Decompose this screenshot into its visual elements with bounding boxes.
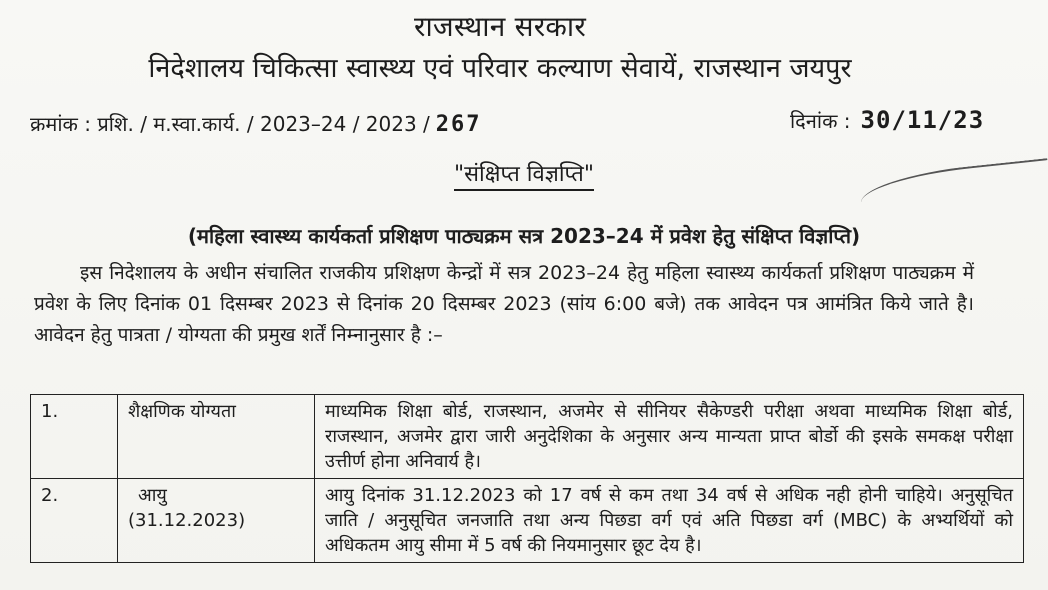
row-label-text: शैक्षणिक योग्यता bbox=[128, 401, 236, 422]
reference-number-handwritten: 267 bbox=[435, 112, 482, 137]
row-label bbox=[118, 479, 315, 563]
notice-subtitle: (महिला स्वास्थ्य कार्यकर्ता प्रशिक्षण पाठ्यक्रम सत्र 2023–24 में प्रवेश हेतु संक्षिप्त विज्ञप्ति) bbox=[187, 224, 861, 248]
row-number: 2. bbox=[31, 479, 118, 563]
eligibility-table bbox=[30, 394, 1024, 563]
intro-paragraph: इस निदेशालय के अधीन संचालित राजकीय प्रशिक्षण केन्द्रों में सत्र 2023–24 हेतु महिला स्वास्थ्य कार्यकर्ता प्रशिक्षण पाठ्यक्रम में प्रवेश के लिए दिनांक 01 दिसम्बर 2023 से दिनांक 20 दिसम्बर 2023 (सांय 6:00 बजे) तक आवेदन पत्र आमंत्रित किये जाते है। आवेदन हेतु पात्रता / योग्यता की प्रमुख शर्तें निम्नानुसार है :– bbox=[34, 262, 974, 346]
directorate-header: निदेशालय चिकित्सा स्वास्थ्य एवं परिवार कल्याण सेवायें, राजस्थान जयपुर bbox=[148, 53, 852, 84]
row-description: माध्यमिक शिक्षा बोर्ड, राजस्थान, अजमेर से सीनियर सैकेण्डरी परीक्षा अथवा माध्यमिक शिक्षा बोर्ड, राजस्थान, अजमेर द्वारा जारी अनुदेशिका के अनुसार अन्य मान्यता प्राप्त बोर्डो की इसके समकक्ष परीक्षा उत्तीर्ण होना अनिवार्य है। bbox=[315, 395, 1024, 479]
government-header: राजस्थान सरकार bbox=[414, 10, 586, 43]
date-handwritten: 30/11/23 bbox=[860, 106, 985, 134]
table-row bbox=[31, 395, 1024, 479]
date-label: दिनांक : bbox=[790, 109, 851, 133]
table-row bbox=[31, 479, 1024, 563]
row-label bbox=[118, 395, 315, 479]
reference-number bbox=[30, 110, 482, 137]
row-number: 1. bbox=[31, 395, 118, 479]
reference-number-label: क्रमांक : प्रशि. / म.स्वा.कार्य. / 2023–24 / 2023 / bbox=[30, 112, 430, 136]
reference-line bbox=[30, 104, 990, 140]
notice-title-text: "संक्षिप्त विज्ञप्ति" bbox=[454, 162, 594, 191]
row-description: आयु दिनांक 31.12.2023 को 17 वर्ष से कम तथा 34 वर्ष से अधिक नही होनी चाहिये। अनुसूचित जाति / अनुसूचित जनजाति तथा अन्य पिछडा वर्ग एवं अति पिछडा वर्ग (MBC) के अभ्यर्थियों को अधिकतम आयु सीमा में 5 वर्ष की नियमानुसार छूट देय है। bbox=[315, 479, 1024, 563]
row-label-text: आयु bbox=[138, 485, 167, 506]
reference-date bbox=[790, 106, 984, 134]
row-label-subtext: (31.12.2023) bbox=[128, 510, 246, 531]
